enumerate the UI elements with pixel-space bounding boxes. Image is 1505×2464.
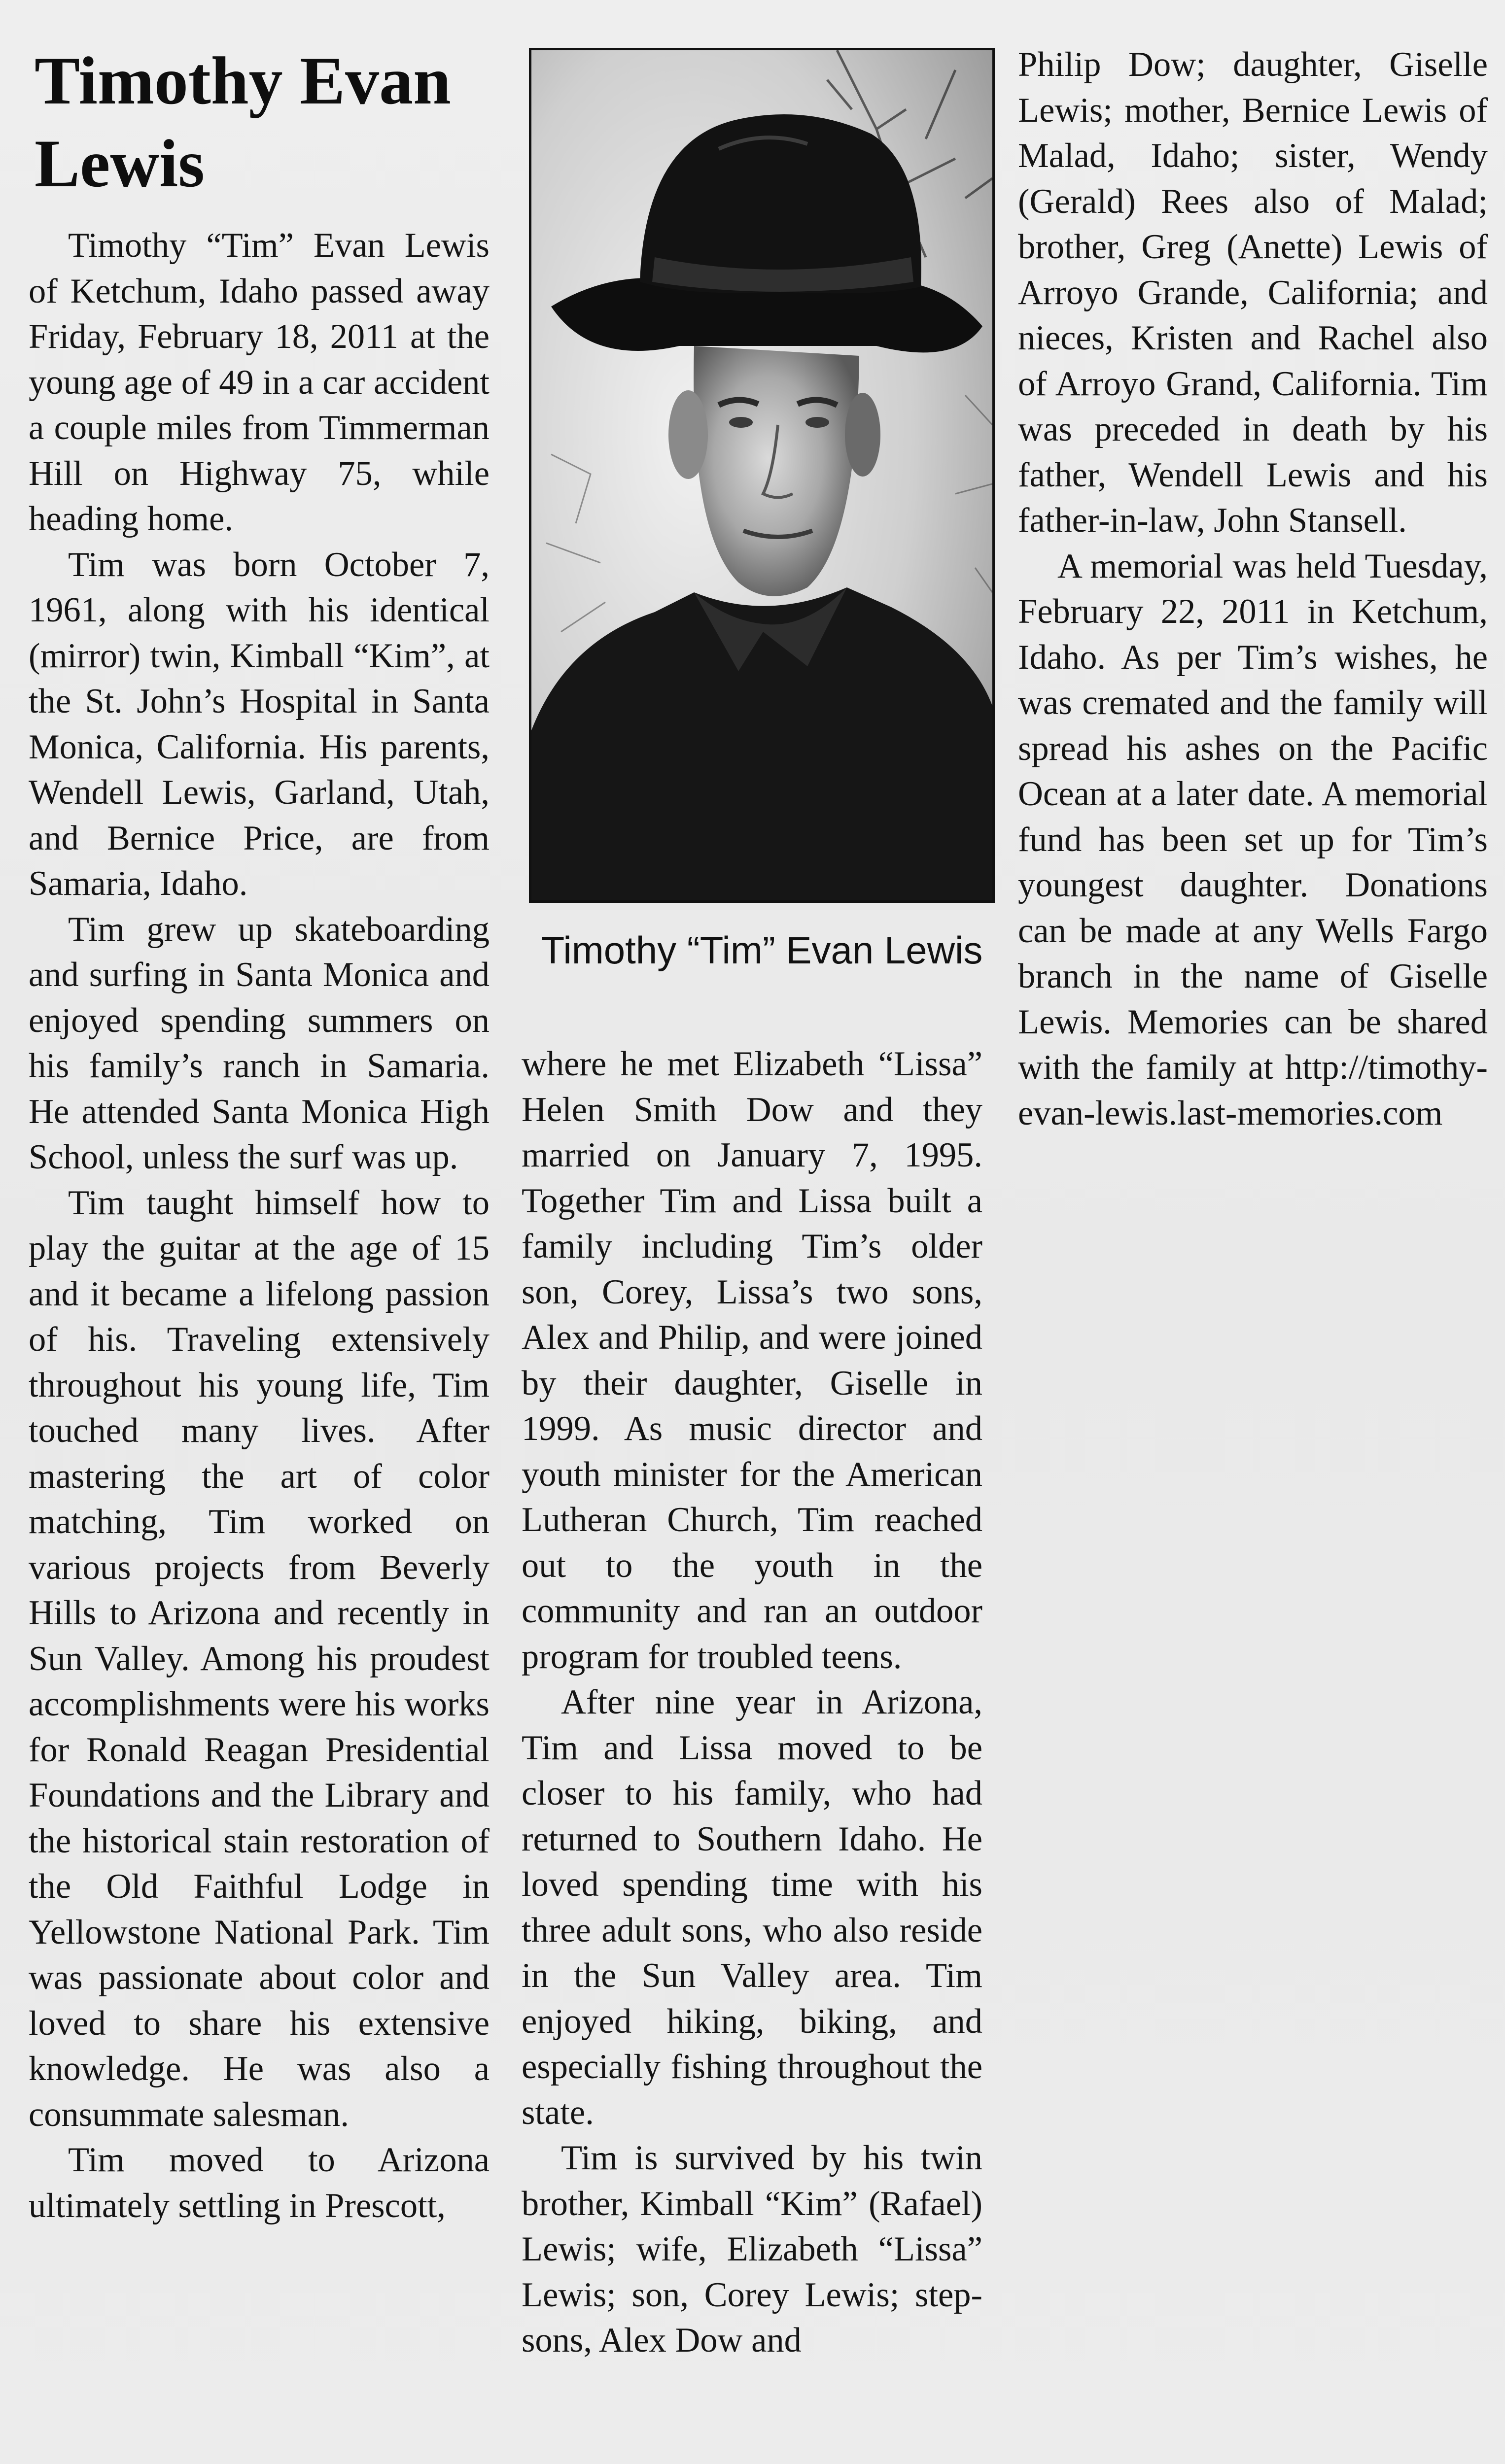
obituary-headline: Timothy Evan Lewis <box>35 43 451 201</box>
article-paragraph: Timothy “Tim” Evan Lewis of Ketchum, Idaho passed away Friday, February 18, 2011 at the young age of 49 in a car accident a couple miles from Timmerman Hill on Highway 75, while heading home. <box>29 226 490 538</box>
article-paragraph: After nine year in Arizona, Tim and Lissa moved to be closer to his family, who had returned to Southern Idaho. He loved spending time with his three adult sons, who also reside in the Sun Valley area. Tim enjoyed hiking, biking, and especially fishing throughout the state. <box>522 1683 982 2132</box>
article-paragraph: A memorial was held Tuesday, February 22, 2011 in Ketchum, Idaho. As per Tim’s wishes, he was cremated and the family will spread his ashes on the Pacific Ocean at a later date. A memorial fund has been set up for Tim’s youngest daughter. Donations can be made at any Wells Fargo branch in the name of Giselle Lewis. Memories can be shared with the family at http://timothy-evan-lewis.last-memories.com <box>1018 547 1488 1132</box>
article-paragraph: Tim is survived by his twin brother, Kimball “Kim” (Rafael) Lewis; wife, Elizabeth “Lissa” Lewis; son, Corey Lewis; step-sons, Alex Dow and <box>522 2139 982 2360</box>
article-paragraph: Tim was born October 7, 1961, along with his identical (mirror) twin, Kimball “Kim”, at the St. John’s Hospital in Santa Monica, California. His parents, Wendell Lewis, Garland, Utah, and Bernice Price, are from Samaria, Idaho. <box>29 545 490 903</box>
article-paragraph: Tim grew up skateboarding and surfing in Santa Monica and enjoyed spending summers on his family’s ranch in Samaria. He attended Santa Monica High School, unless the surf was up. <box>29 910 490 1176</box>
article-paragraph: where he met Elizabeth “Lissa” Helen Smith Dow and they married on January 7, 1995. Together Tim and Lissa built a family including Tim’s older son, Corey, Lissa’s two sons, Alex and Philip, and were joined by their daughter, Giselle in 1999. As music director and youth minister for the American Lutheran Church, Tim reached out to the youth in the community and ran an outdoor program for troubled teens. <box>522 1045 982 1676</box>
article-paragraph: Philip Dow; daughter, Giselle Lewis; mother, Bernice Lewis of Malad, Idaho; sister, Wendy (Gerald) Rees also of Malad; brother, Greg (Anette) Lewis of Arroyo Grande, California; and nieces, Kristen and Rachel also of Arroyo Grand, California. Tim was preceded in death by his father, Wendell Lewis and his father-in-law, John Stansell. <box>1018 45 1488 540</box>
article-paragraph: Tim moved to Arizona ultimately settling in Prescott, <box>29 2141 490 2225</box>
article-column-1 <box>29 223 490 2228</box>
article-column-3 <box>1018 42 1488 1136</box>
article-column-2 <box>522 1041 982 2363</box>
portrait-photo <box>529 48 995 903</box>
photo-caption: Timothy “Tim” Evan Lewis <box>541 928 983 972</box>
article-paragraph: Tim taught himself how to play the guitar at the age of 15 and it became a lifelong passion of his. Traveling extensively throughout his young life, Tim touched many lives. After mastering the art of color matching, Tim worked on various projects from Beverly Hills to Arizona and recently in Sun Valley. Among his proudest accomplishments were his works for Ronald Reagan Presidential Foundations and the Library and the historical stain restoration of the Old Faithful Lodge in Yellowstone National Park. Tim was passionate about color and loved to share his extensive knowledge. He was also a consummate salesman. <box>29 1183 490 2134</box>
portrait-illustration <box>531 50 992 900</box>
